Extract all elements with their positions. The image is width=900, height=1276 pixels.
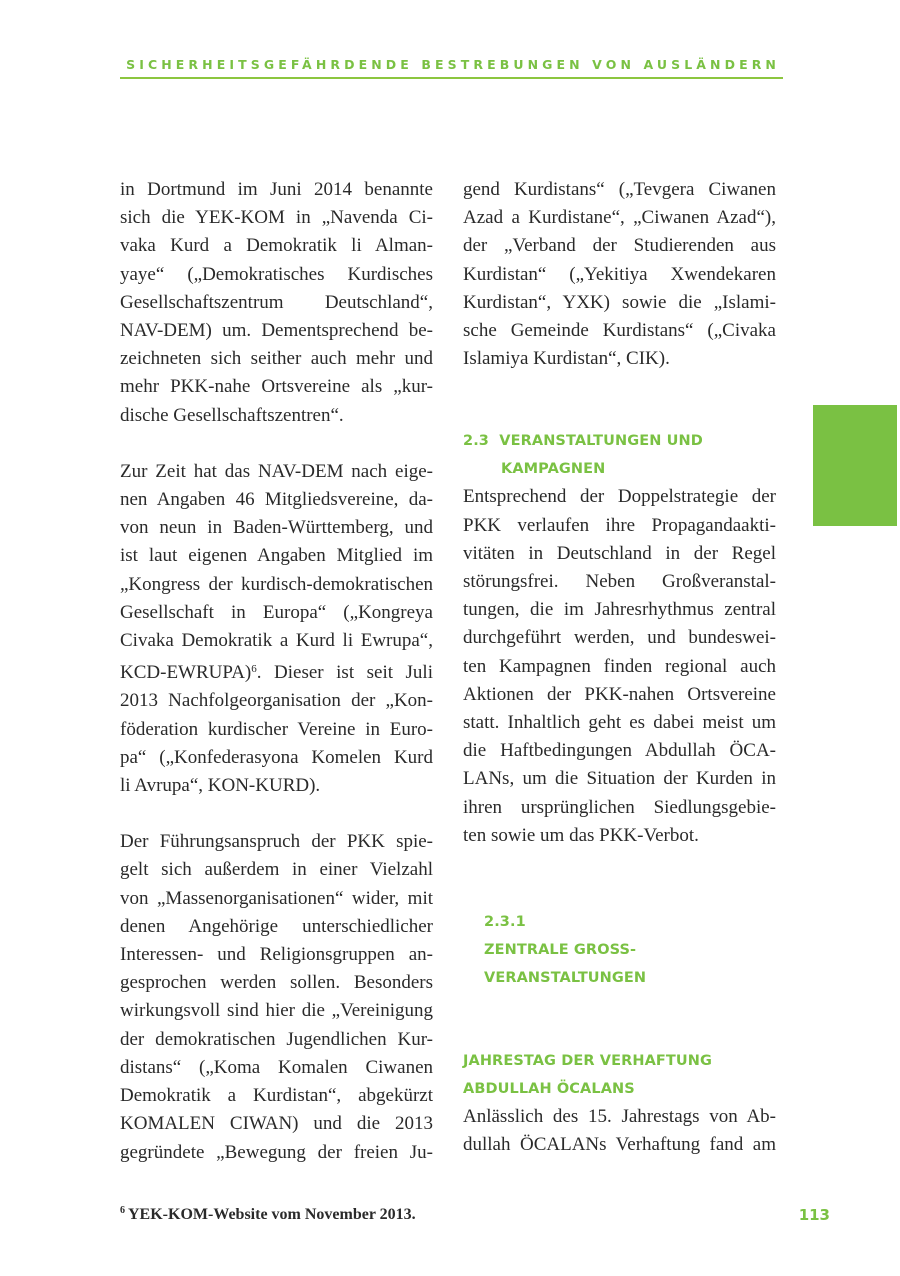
text-line: pa“ („Konfederasyona Komelen Kurd [120,746,433,768]
text-line: Civaka Demokratik a Kurd li Ewrupa“, [120,630,433,652]
text-line: denen Angehörige unterschiedlicher [120,915,433,937]
text-line: gegründete „Bewegung der freien Ju- [120,1141,433,1163]
text-line: distans“ („Koma Komalen Ciwanen [120,1056,433,1078]
text-line: KOMALEN CIWAN) und die 2013 [120,1113,433,1135]
text-line: vaka Kurd a Demokratik li Alman- [120,235,433,257]
section-heading-2-3-1 [463,908,776,992]
section-heading-line: VERANSTALTUNGEN [484,970,647,987]
text-line: dullah ÖCALANs Verhaftung fand am [463,1134,776,1156]
text-line: zeichneten sich seither auch mehr und [120,348,433,370]
left-paragraph-1 [120,176,433,430]
text-line: 2013 Nachfolgeorganisation der „Kon- [120,690,433,712]
text-line: in Dortmund im Juni 2014 benannte [120,179,433,200]
page-number: 113 [798,1206,830,1224]
text-line: sich die YEK-KOM in „Navenda Ci- [120,207,433,229]
footnote-reference[interactable]: 6 [251,663,257,676]
text-line: von neun in Baden-Württemberg, und [120,517,433,539]
text-line: Aktionen der PKK-nahen Ortsvereine [463,683,776,705]
running-head-title: SICHERHEITSGEFÄHRDENDE BESTREBUNGEN VON AUSLÄNDERN [126,57,780,72]
text-line: NAV-DEM) um. Dementsprechend be- [120,320,433,342]
text-line: gesprochen werden sollen. Besonders [120,972,433,994]
text-line: nen Angaben 46 Mitgliedsvereine, da- [120,489,433,511]
section-heading-line: ZENTRALE GROSS- [484,942,637,959]
left-paragraph-2 [120,458,433,800]
text-line: ist laut eigenen Angaben Mitglied im [120,545,433,567]
text-line: von „Massenorganisationen“ wider, mit [120,887,433,909]
footnote-text: YEK-KOM-Website vom November 2013. [128,1206,416,1223]
text-line: sche Gemeinde Kurdistans“ („Civaka [463,320,776,342]
text-line: Islamiya Kurdistan“, CIK). [463,348,670,370]
footnote [120,1205,416,1224]
section-heading-line: KAMPAGNEN [501,461,606,478]
text-line: durchgeführt werden, und bundeswei- [463,627,776,649]
subheading-line: JAHRESTAG DER VERHAFTUNG [463,1053,713,1070]
text-line: Interessen- und Religionsgruppen an- [120,944,433,966]
header-rule [120,77,783,79]
text-line: der demokratischen Jugendlichen Kur- [120,1028,433,1050]
text-fragment: KCD-EWRUPA) [120,662,252,684]
footnote-marker: 6 [120,1205,125,1216]
right-paragraph-2 [463,483,776,850]
left-paragraph-3 [120,828,433,1166]
text-line: ten sowie um das PKK-Verbot. [463,824,699,846]
right-paragraph-3 [463,1103,776,1159]
text-line: gend Kurdistans“ („Tevgera Ciwanen [463,179,776,200]
right-column [463,176,776,1159]
text-line: ihren ursprünglichen Siedlungsgebie- [463,796,776,818]
text-fragment: . Dieser ist seit Juli [256,662,433,684]
text-line: Demokratik a Kurdistan“, abgekürzt [120,1085,433,1107]
text-line: Entsprechend der Doppelstrategie der [463,486,776,508]
section-heading-2-3 [463,427,776,483]
text-line: föderation kurdischer Vereine in Euro- [120,718,433,740]
subheading-jahrestag [463,1047,776,1103]
text-line: yaye“ („Demokratisches Kurdisches [120,263,433,285]
text-line: Azad a Kurdistane“, „Ciwanen Azad“), [463,207,776,229]
text-line: gelt sich außerdem in einer Vielzahl [120,859,433,881]
text-line: wirkungsvoll sind hier die „Vereinigung [120,1000,433,1022]
subheading-line: ABDULLAH ÖCALANS [463,1081,635,1098]
text-line-with-footnote [120,655,433,687]
right-paragraph-1 [463,176,776,373]
text-line: vitäten in Deutschland in der Regel [463,542,776,564]
text-line: statt. Inhaltlich geht es dabei meist um [463,712,776,734]
text-line: die Haftbedingungen Abdullah ÖCA- [463,740,776,762]
text-line: Gesellschaft in Europa“ („Kongreya [120,601,433,623]
text-line: dische Gesellschaftszentren“. [120,404,344,426]
text-line: Gesellschaftszentrum Deutschland“, [120,291,433,313]
text-line: LANs, um die Situation der Kurden in [463,768,776,790]
text-line: Kurdistan“ („Yekitiya Xwendekaren [463,263,776,285]
text-line: störungsfrei. Neben Großveranstal- [463,571,776,593]
section-number: 2.3.1 [484,914,526,931]
text-line: mehr PKK-nahe Ortsvereine als „kur- [120,376,433,398]
text-line: PKK verlaufen ihre Propagandaakti- [463,514,776,536]
section-heading-line: 2.3 VERANSTALTUNGEN UND [463,433,703,450]
text-line: tungen, die im Jahresrhythmus zentral [463,599,776,621]
text-line: Anlässlich des 15. Jahrestags von Ab- [463,1106,776,1128]
text-line: der „Verband der Studierenden aus [463,235,776,257]
text-line: Der Führungsanspruch der PKK spie- [120,831,433,853]
text-line: ten Kampagnen finden regional auch [463,655,776,677]
left-column [120,176,433,1167]
text-line: Kurdistan“, YXK) sowie die „Islami- [463,291,776,313]
text-line: li Avrupa“, KON-KURD). [120,775,321,797]
chapter-thumb-tab [813,405,897,526]
text-line: „Kongress der kurdisch-demokratischen [120,573,433,595]
text-line: Zur Zeit hat das NAV-DEM nach eige- [120,460,433,482]
